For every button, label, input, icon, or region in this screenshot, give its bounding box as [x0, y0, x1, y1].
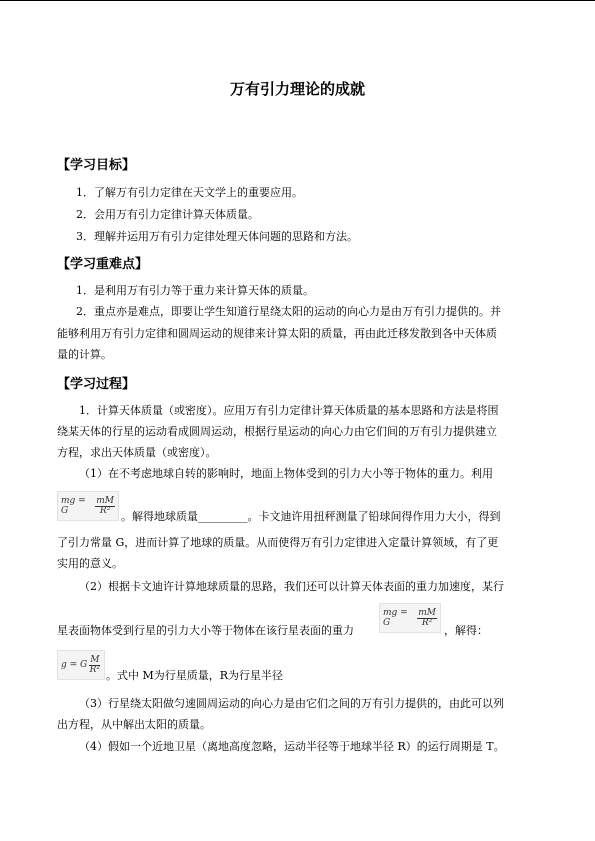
formula-numerator: M [90, 654, 100, 665]
section-heading-process: 【学习过程】 [57, 377, 136, 392]
section-heading-key: 【学习重难点】 [57, 257, 149, 272]
key-item-2-line-3: 量的计算。 [57, 348, 112, 361]
process-p3-line-2-end: ，解得： [444, 624, 488, 637]
process-p3-line-2: 星表面物体受到行星的引力大小等于物体在该行星表面的重力 [57, 624, 354, 637]
process-p1-line-3: 方程，求出天体质量（或密度）。 [57, 446, 217, 459]
process-p2-line-2: 。解得地球质量_________。卡文迪许用扭秤测量了铅球间得作用力大小，得到 [121, 510, 501, 523]
key-item-2-line-2: 能够利用万有引力定律和圆周运动的规律来计算太阳的质量，再由此迁移发散到各中天体质 [57, 327, 497, 340]
page-title: 万有引力理论的成就 [229, 80, 365, 98]
process-p1-line-2: 绕某天体的行星的运动看成圆周运动，根据行星运动的向心力由它们间的万有引力提供建立 [57, 425, 497, 438]
goal-item-3: 3．理解并运用万有引力定律处理天体问题的思路和方法。 [76, 230, 358, 243]
formula-surface-acceleration [57, 650, 105, 680]
process-p3-line-3: 。式中 M为行星质量，R为行星半径 [106, 669, 284, 682]
process-p4-line-2: 出方程，从中解出太阳的质量。 [57, 718, 211, 731]
formula-denominator: R² [99, 505, 111, 516]
formula-lhs: g = G [61, 660, 88, 670]
formula-gravity-equals-weight [57, 491, 119, 521]
top-rule [0, 0, 595, 1]
formula-planet-surface-gravity [379, 603, 441, 633]
formula-denominator: R² [89, 664, 101, 675]
process-p5-line-1: （4）假如一个近地卫星（离地高度忽略，运动半径等于地球半径 R）的运行周期是 T。 [79, 740, 505, 753]
key-item-2-line-1: 2．重点亦是难点，即要让学生知道行星绕太阳的运动的向心力是由万有引力提供的。并 [76, 305, 501, 318]
process-p2-line-3: 了引力常量 G，进而计算了地球的质量。从而使得万有引力定律进入定量计算领域，有了更 [57, 536, 499, 549]
formula-numerator: mM [418, 607, 436, 618]
process-p2-line-1: （1）在不考虑地球自转的影响时，地面上物体受到的引力大小等于物体的重力。利用 [79, 467, 493, 480]
formula-fraction [95, 497, 115, 516]
goal-item-1: 1．了解万有引力定律在天文学上的重要应用。 [76, 186, 303, 199]
process-p4-line-1: （3）行星绕太阳做匀速圆周运动的向心力是由它们之间的万有引力提供的，由此可以列 [79, 697, 504, 710]
formula-fraction [89, 656, 100, 675]
formula-denominator: R² [421, 617, 433, 628]
section-heading-goals: 【学习目标】 [57, 158, 136, 173]
formula-fraction [417, 609, 437, 628]
goal-item-2: 2．会用万有引力定律计算天体质量。 [76, 208, 259, 221]
process-p1-line-1: 1．计算天体质量（或密度）。应用万有引力定律计算天体质量的基本思路和方法是将围 [79, 404, 499, 417]
process-p2-line-4: 实用的意义。 [57, 557, 123, 570]
formula-lhs: mg = G [383, 608, 408, 628]
formula-numerator: mM [96, 495, 114, 506]
key-item-1: 1．是利用万有引力等于重力来计算天体的质量。 [76, 284, 314, 297]
process-p3-line-1: （2）根据卡文迪许计算地球质量的思路，我们还可以计算天体表面的重力加速度，某行 [79, 580, 504, 593]
formula-lhs: mg = G [61, 496, 86, 516]
